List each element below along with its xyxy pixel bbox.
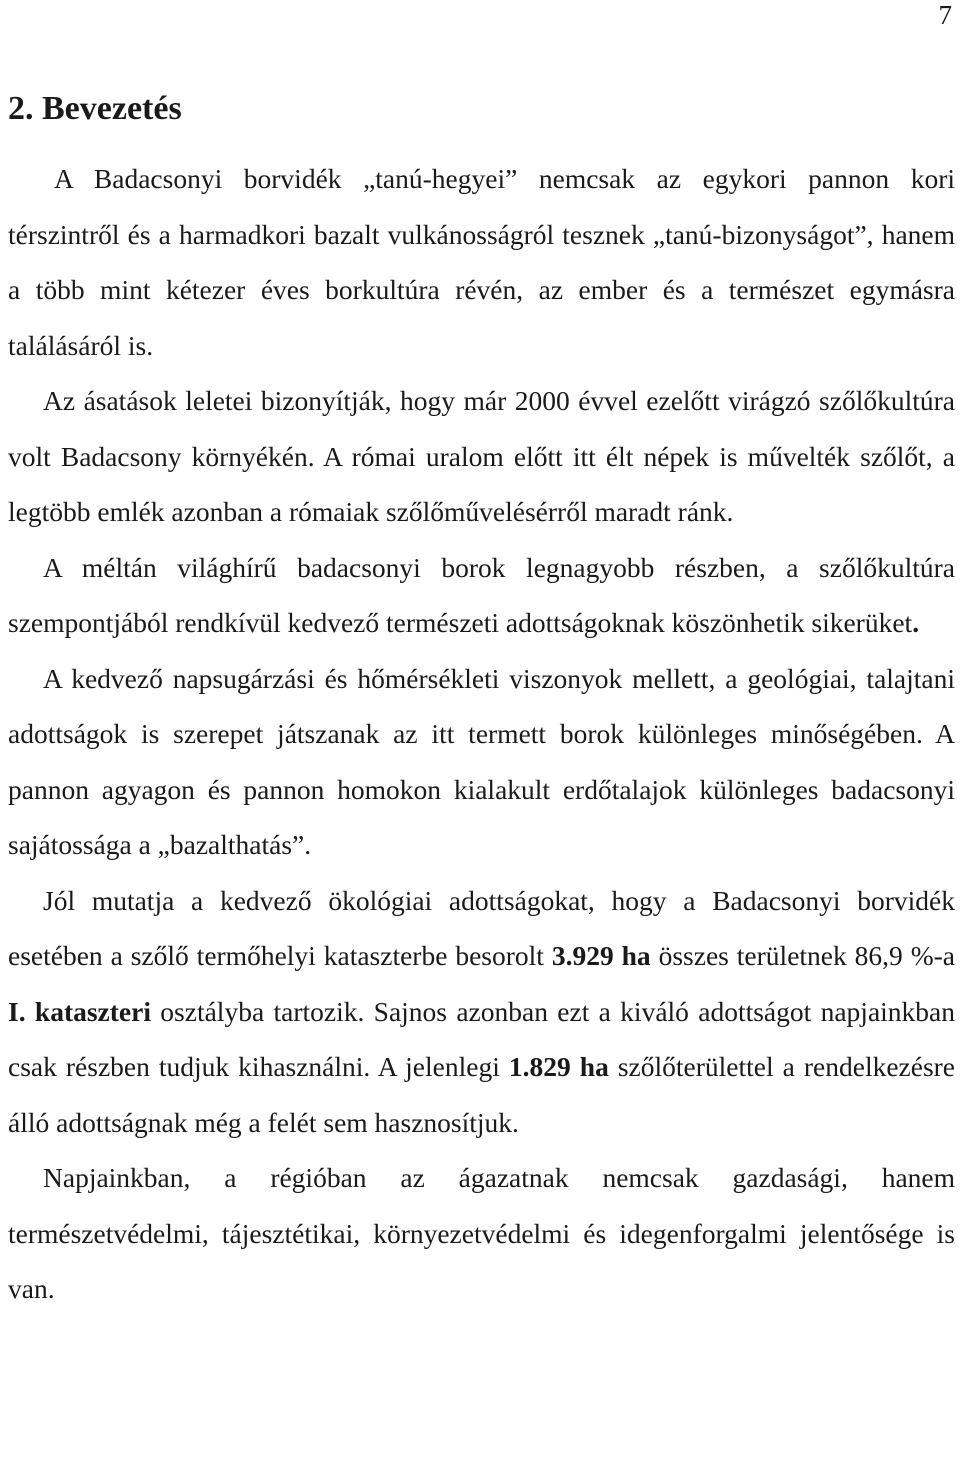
paragraph-text-bold: . bbox=[912, 607, 920, 638]
paragraph-text: Az ásatások leletei bizonyítják, hogy már 2000 évvel ezelőtt virágzó szőlőkultúra volt Badacsony környékén. A római uralom előtt itt élt népek is művelték szőlőt, a legtöbb emlék azonban a rómaiak szőlőművelésérről maradt ránk. bbox=[8, 385, 955, 527]
paragraph-text: A méltán világhírű badacsonyi borok legnagyobb részben, a szőlőkultúra szempontjából rendkívül kedvező természeti adottságoknak köszönhetik sikerüket bbox=[8, 551, 955, 638]
paragraph-text: Napjainkban, a régióban az ágazatnak nemcsak gazdasági, hanem természetvédelmi, tájesztétikai, környezetvédelmi és idegenforgalmi jelentősége is van. bbox=[8, 1162, 955, 1304]
section-heading: 2. Bevezetés bbox=[8, 90, 182, 127]
paragraph-text: szőlőterülettel a rendelkezésre álló adottságnak még a felét sem hasznosítjuk. bbox=[8, 1051, 956, 1138]
paragraph-conditions bbox=[8, 651, 955, 873]
paragraph-significance bbox=[8, 1150, 955, 1317]
paragraph-text: osztályba tartozik. Sajnos azonban ezt a kiváló adottságot napjainkban csak részben tudjuk kihasználni. A jelenlegi bbox=[8, 995, 955, 1082]
paragraph-wines bbox=[8, 540, 955, 651]
document-body bbox=[8, 151, 955, 1317]
page-number: 7 bbox=[938, 0, 952, 30]
paragraph-excavations bbox=[8, 373, 955, 540]
paragraph-text: A kedvező napsugárzási és hőmérsékleti viszonyok mellett, a geológiai, talajtani adottságok is szerepet játszanak az itt termett borok különleges minőségében. A pannon agyagon és pannon homokon kialakult erdőtalajok különleges badacsonyi sajátossága a „bazalthatás”. bbox=[8, 662, 955, 860]
paragraph-text: Jól mutatja a kedvező ökológiai adottságokat, hogy a Badacsonyi borvidék esetében a szőlő termőhelyi kataszterbe besorolt bbox=[8, 884, 955, 971]
current-area-value: 1.829 ha bbox=[508, 1051, 609, 1082]
cadastre-class: I. kataszteri bbox=[8, 995, 151, 1027]
paragraph-text: összes területnek 86,9 %-a bbox=[650, 940, 955, 971]
total-area-value: 3.929 ha bbox=[551, 940, 651, 971]
paragraph-intro bbox=[8, 151, 955, 373]
paragraph-text: A Badacsonyi borvidék „tanú-hegyei” nemcsak az egykori pannon kori térszintről és a harmadkori bazalt vulkánosságról tesznek „tanú-bizonyságot”, hanem a több mint kétezer éves borkultúra révén, az ember és a természet egymásra találásáról is. bbox=[8, 163, 955, 361]
paragraph-cadastre bbox=[8, 873, 955, 1151]
